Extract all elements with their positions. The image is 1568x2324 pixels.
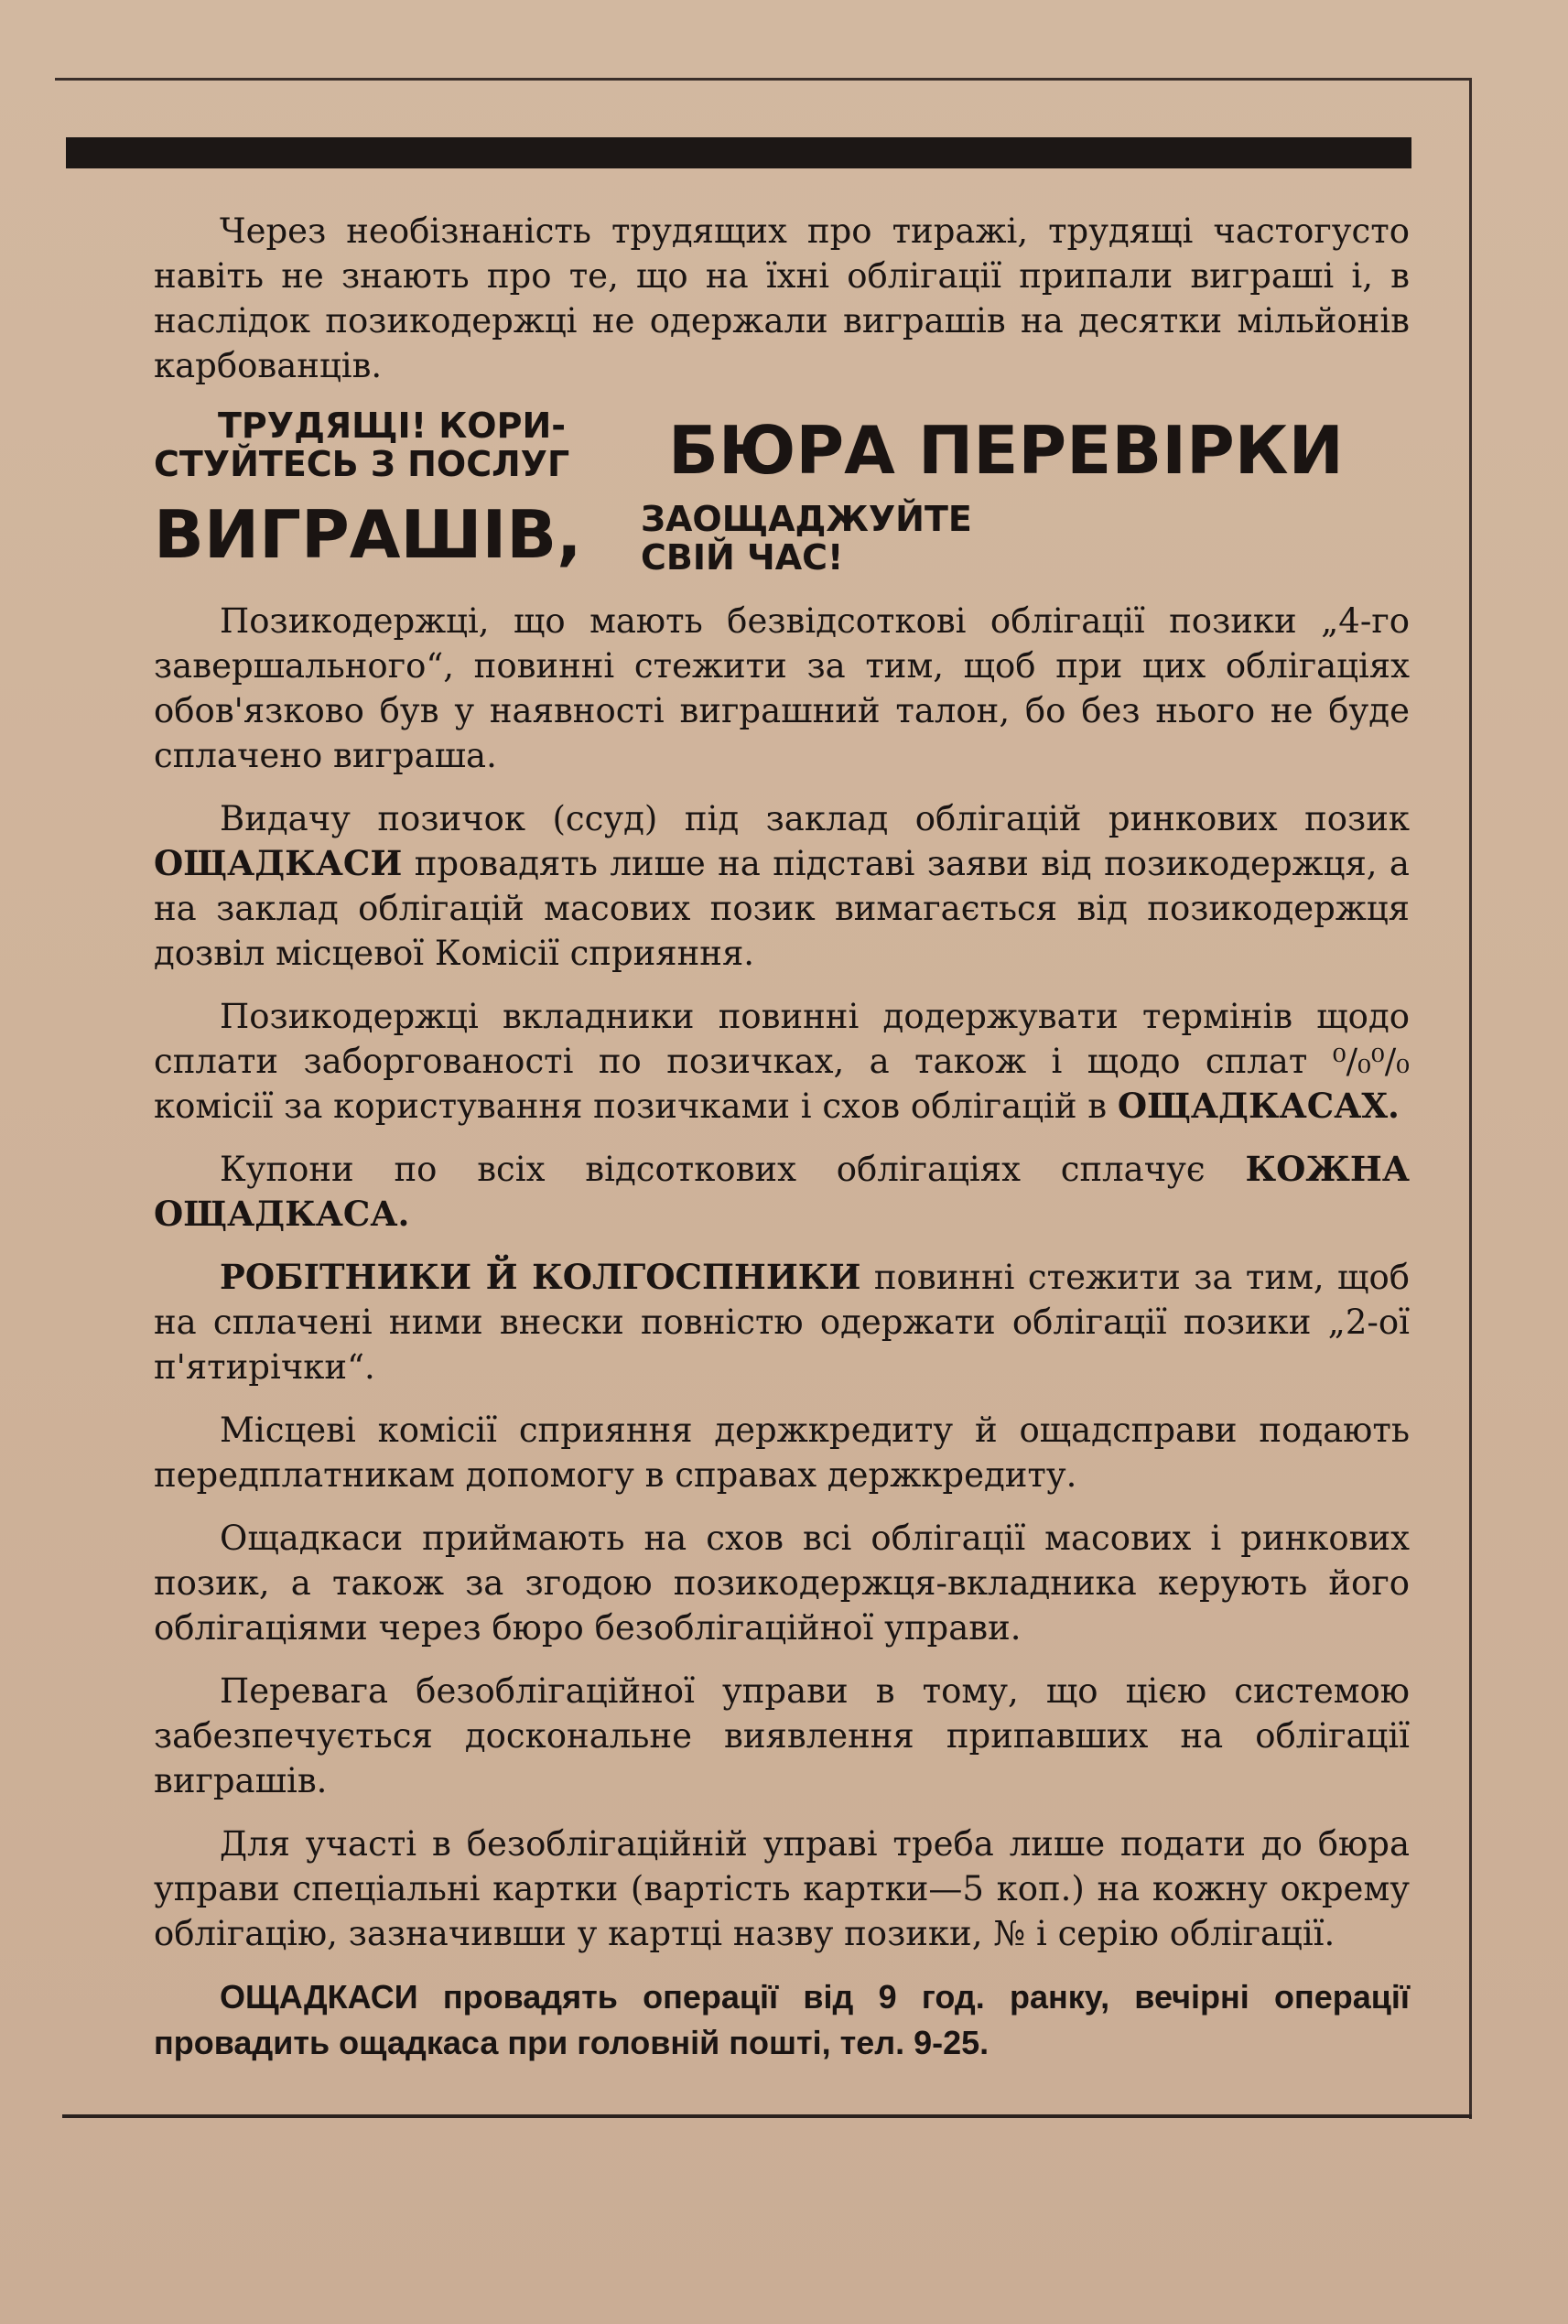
- headline-big-1: БЮРА ПЕРЕВІРКИ: [668, 412, 1344, 489]
- workers-text: повинні стежити за тим, щоб на сплачені ними внески повністю одержати облігації позики „2-ої п'ятирічки“.: [154, 1258, 1410, 1387]
- hours-bold: ОЩАДКАСИ: [220, 1978, 418, 2016]
- paragraph-commissions: Місцеві комісії сприяння держкредиту й ощадсправи подають передплатникам допомогу в справах держкредиту.: [154, 1411, 1410, 1495]
- workers-bold: РОБІТНИКИ Й КОЛГОСПНИКИ: [220, 1257, 861, 1297]
- headline-line-1: ТРУДЯЩІ! КОРИ-: [218, 405, 567, 446]
- hours-text: провадять операції від 9 год. ранку, вечірні операції провадить ощадкаса при головній пошті, тел. 9-25.: [154, 1978, 1410, 2061]
- debts-text-a: Позикодержці вкладники повинні додержувати термінів щодо сплати заборгованості по позичках, а також і щодо сплат ⁰/₀⁰/₀ комісії за користування позичками і схов облігацій в: [154, 997, 1410, 1126]
- debts-bold: ОЩАДКАСАХ.: [1117, 1086, 1400, 1126]
- coupons-text-a: Купони по всіх відсоткових облігаціях сплачує: [220, 1150, 1246, 1189]
- paragraph-talon: Позикодержці, що мають безвідсоткові облігації позики „4-го завершального“, повинні стежити за тим, щоб при цих облігаціях обов'язково був у наявності виграшний талон, бо без нього не буде сплачено виграша.: [154, 601, 1410, 775]
- paragraph-workers: [154, 1255, 1410, 1389]
- bottom-rule: [62, 2114, 1472, 2118]
- loans-bold: ОЩАДКАСИ: [154, 843, 403, 883]
- right-rule: [1469, 78, 1472, 2119]
- paragraph-participation: Для участі в безоблігаційній управі треба лише подати до бюра управи спеціальні картки (вартість картки—5 коп.) на кожну окрему облігацію, зазначивши у картці назву позики, № і серію облігації.: [154, 1824, 1410, 1953]
- headline-line-3: ЗАОЩАДЖУЙТЕ: [641, 499, 972, 539]
- headline-line-4: СВІЙ ЧАС!: [641, 537, 844, 578]
- paragraph-debts: [154, 994, 1410, 1129]
- top-rule: [55, 78, 1472, 81]
- paragraph-hours: [154, 1974, 1410, 2066]
- headline-block: [154, 406, 1410, 580]
- headline-big-2: ВИГРАШІВ,: [154, 496, 582, 573]
- header-black-bar: [66, 137, 1411, 168]
- loans-text-a: Видачу позичок (ссуд) під заклад облігацій ринкових позик: [220, 799, 1410, 838]
- paragraph-advantage: Перевага безоблігаційної управи в тому, що цією системою забезпечується доскональне виявлення припавших на облігації виграшів.: [154, 1671, 1410, 1800]
- paragraph-intro: Через необізнаність трудящих про тиражі, трудящі частогусто навіть не знають про те, що на їхні облігації припали виграші і, в наслідок позикодержці не одержали виграшів на десятки мільйонів карбованців.: [154, 211, 1410, 385]
- paragraph-storage: Ощадкаси приймають на схов всі облігації масових і ринкових позик, а також за згодою позикодержця-вкладника керують його облігаціями через бюро безоблігаційної управи.: [154, 1519, 1410, 1648]
- loans-text-c: провадять лише на підставі заяви від позикодержця, а на заклад облігацій масових позик вимагається від позикодержця дозвіл місцевої Комісії сприяння.: [154, 844, 1410, 973]
- paragraph-coupons: [154, 1147, 1410, 1237]
- text-body: [154, 209, 1410, 2099]
- headline-line-2: СТУЙТЕСЬ З ПОСЛУГ: [154, 444, 570, 484]
- coupons-bold: КОЖНА ОЩАДКАСА.: [154, 1149, 1410, 1234]
- paragraph-loans: [154, 796, 1410, 976]
